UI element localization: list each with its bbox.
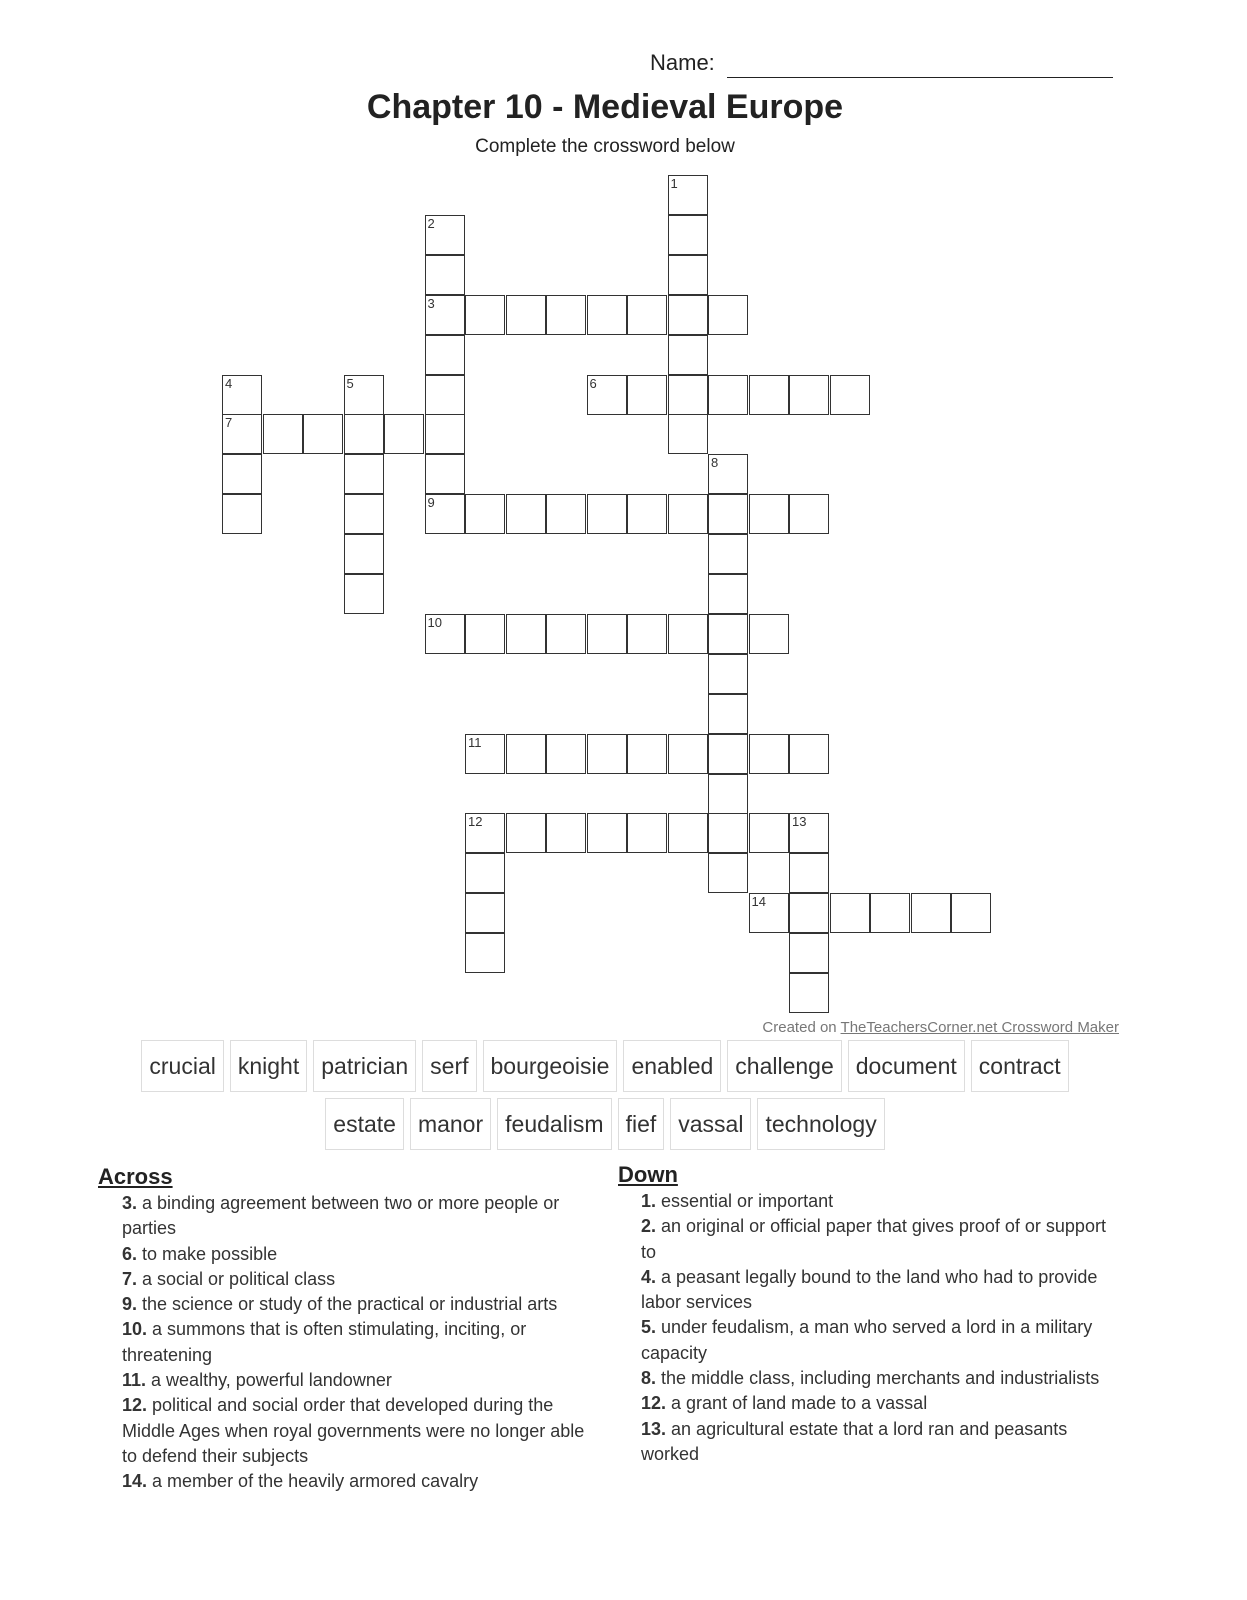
crossword-cell[interactable]	[587, 734, 627, 774]
crossword-cell[interactable]	[789, 494, 829, 534]
crossword-cell[interactable]	[870, 893, 910, 933]
across-clue	[122, 1393, 602, 1469]
crossword-cell[interactable]	[830, 375, 870, 415]
down-clue	[641, 1214, 1111, 1265]
clue-number: 2	[427, 215, 435, 231]
crossword-cell[interactable]	[425, 414, 465, 454]
crossword-cell[interactable]	[668, 614, 708, 654]
crossword-cell[interactable]	[425, 215, 465, 255]
crossword-cell[interactable]	[627, 734, 667, 774]
clue-number: 12.	[122, 1395, 148, 1416]
crossword-cell[interactable]	[546, 734, 586, 774]
crossword-cell[interactable]	[789, 375, 829, 415]
clue-number: 5.	[641, 1317, 657, 1338]
down-clue	[641, 1391, 1111, 1416]
down-clue	[641, 1417, 1111, 1468]
crossword-cell[interactable]	[465, 813, 505, 853]
crossword-cell[interactable]	[708, 853, 748, 893]
crossword-cell[interactable]	[546, 614, 586, 654]
word-bank-item: bourgeoisie	[483, 1040, 618, 1092]
down-clue	[641, 1189, 1111, 1214]
name-label: Name:	[650, 50, 715, 75]
crossword-cell[interactable]	[789, 734, 829, 774]
crossword-cell[interactable]	[708, 454, 748, 494]
crossword-cell[interactable]	[465, 933, 505, 973]
down-clue	[641, 1366, 1111, 1391]
clue-number: 8	[711, 455, 719, 471]
crossword-cell[interactable]	[668, 375, 708, 415]
crossword-cell[interactable]	[465, 853, 505, 893]
crossword-cell[interactable]	[465, 614, 505, 654]
clue-number: 5	[346, 375, 354, 391]
down-clue	[641, 1315, 1111, 1366]
crossword-cell[interactable]	[546, 813, 586, 853]
crossword-cell[interactable]	[749, 813, 789, 853]
page-subtitle: Complete the crossword below	[475, 136, 735, 157]
crossword-cell[interactable]	[506, 813, 546, 853]
clue-number: 3.	[122, 1193, 138, 1213]
clue-text: a wealthy, powerful landowner	[146, 1370, 392, 1391]
clue-number: 7.	[122, 1268, 138, 1289]
word-bank-row-2	[0, 1098, 1210, 1150]
clue-text: a member of the heavily armored cavalry	[147, 1471, 479, 1492]
clue-number: 9.	[122, 1294, 138, 1315]
crossword-cell[interactable]	[668, 255, 708, 295]
crossword-cell[interactable]	[708, 574, 748, 614]
crossword-cell[interactable]	[344, 494, 384, 534]
clue-text: a social or political class	[137, 1268, 336, 1289]
clue-text: the middle class, including merchants and industrialists	[656, 1368, 1100, 1389]
crossword-cell[interactable]	[222, 375, 262, 415]
crossword-cell[interactable]	[911, 893, 951, 933]
clue-text: to make possible	[137, 1243, 278, 1264]
crossword-cell[interactable]	[708, 654, 748, 694]
word-bank-item: knight	[230, 1040, 307, 1092]
clue-number: 8.	[641, 1368, 657, 1389]
clue-text: essential or important	[656, 1191, 834, 1211]
clue-number: 1.	[641, 1191, 657, 1211]
crossword-cell[interactable]	[789, 933, 829, 973]
crossword-cell[interactable]	[222, 454, 262, 494]
clue-number: 14.	[122, 1471, 148, 1492]
word-bank-item: patrician	[313, 1040, 416, 1092]
crossword-cell[interactable]	[708, 813, 748, 853]
crossword-cell[interactable]	[708, 694, 748, 734]
word-bank-item: challenge	[727, 1040, 841, 1092]
crossword-cell[interactable]	[708, 375, 748, 415]
crossword-cell[interactable]	[708, 494, 748, 534]
crossword-cell[interactable]	[789, 893, 829, 933]
crossword-cell[interactable]	[951, 893, 991, 933]
clue-number: 4	[225, 375, 233, 391]
crossword-cell[interactable]	[708, 774, 748, 814]
across-heading: Across	[98, 1164, 173, 1189]
across-clue	[122, 1292, 602, 1317]
crossword-cell[interactable]	[627, 295, 667, 335]
crossword-cell[interactable]	[465, 494, 505, 534]
crossword-cell[interactable]	[668, 734, 708, 774]
crossword-cell[interactable]	[627, 375, 667, 415]
crossword-cell[interactable]	[222, 494, 262, 534]
clue-text: a peasant legally bound to the land who had to provide labor services	[641, 1266, 1098, 1313]
page-title: Chapter 10 - Medieval Europe	[366, 88, 844, 126]
clue-number: 11.	[122, 1370, 147, 1391]
word-bank-item: contract	[971, 1040, 1069, 1092]
crossword-cell[interactable]	[263, 414, 303, 454]
clue-number: 1	[670, 176, 678, 191]
crossword-cell[interactable]	[668, 295, 708, 335]
clue-text: under feudalism, a man who served a lord in a military capacity	[641, 1317, 1093, 1363]
down-clue	[641, 1265, 1111, 1316]
crossword-cell[interactable]	[587, 614, 627, 654]
down-clue-list	[641, 1189, 1111, 1467]
crossword-cell[interactable]	[384, 414, 424, 454]
crossword-cell[interactable]	[749, 614, 789, 654]
credit-line	[762, 1019, 1119, 1036]
clue-number: 2.	[641, 1216, 657, 1237]
clue-number: 14	[751, 894, 766, 910]
word-bank-item: manor	[410, 1098, 491, 1150]
across-clue	[122, 1317, 602, 1368]
crossword-cell[interactable]	[425, 454, 465, 494]
clue-number: 7	[225, 415, 233, 431]
crossword-cell[interactable]	[668, 335, 708, 375]
crossword-cell[interactable]	[668, 494, 708, 534]
clue-number: 3	[427, 295, 435, 311]
crossword-cell[interactable]	[789, 813, 829, 853]
crossword-cell[interactable]	[506, 295, 546, 335]
crossword-cell[interactable]	[708, 614, 748, 654]
crossword-cell[interactable]	[465, 295, 505, 335]
crossword-cell[interactable]	[465, 893, 505, 933]
clue-text: an original or official paper that gives proof of or support to	[641, 1216, 1106, 1262]
clue-text: political and social order that developed during the Middle Ages when royal governments were no longer able to defend their subjects	[122, 1395, 585, 1466]
crossword-cell[interactable]	[587, 375, 627, 415]
crossword-cell[interactable]	[587, 813, 627, 853]
clue-number: 10.	[122, 1319, 148, 1340]
crossword-cell[interactable]	[344, 574, 384, 614]
crossword-cell[interactable]	[668, 414, 708, 454]
across-clue	[122, 1267, 602, 1292]
word-bank-item: crucial	[141, 1040, 223, 1092]
crossword-cell[interactable]	[668, 175, 708, 215]
clue-number: 13.	[641, 1418, 667, 1439]
crossword-cell[interactable]	[668, 215, 708, 255]
word-bank-item: technology	[757, 1098, 884, 1150]
crossword-cell[interactable]	[749, 893, 789, 933]
word-bank-item: feudalism	[497, 1098, 611, 1150]
crossword-cell[interactable]	[627, 813, 667, 853]
crossword-cell[interactable]	[425, 295, 465, 335]
word-bank-item: document	[848, 1040, 965, 1092]
crossword-cell[interactable]	[222, 414, 262, 454]
crossword-cell[interactable]	[425, 375, 465, 415]
crossword-cell[interactable]	[425, 255, 465, 295]
clue-text: a binding agreement between two or more people or parties	[122, 1193, 560, 1239]
crossword-cell[interactable]	[465, 734, 505, 774]
crossword-cell[interactable]	[425, 614, 465, 654]
crossword-cell[interactable]	[506, 734, 546, 774]
word-bank-row-1	[0, 1040, 1210, 1092]
crossword-cell[interactable]	[627, 614, 667, 654]
credit-prefix: Created on	[762, 1019, 841, 1036]
crossword-cell[interactable]	[708, 534, 748, 574]
clue-number: 10	[427, 614, 442, 630]
crossword-cell[interactable]	[708, 295, 748, 335]
clue-text: the science or study of the practical or industrial arts	[137, 1294, 558, 1315]
clue-number: 4.	[641, 1266, 657, 1287]
crossword-cell[interactable]	[303, 414, 343, 454]
crossword-cell[interactable]	[546, 494, 586, 534]
crossword-cell[interactable]	[344, 454, 384, 494]
word-bank-item: serf	[422, 1040, 476, 1092]
crossword-cell[interactable]	[708, 734, 748, 774]
crossword-cell[interactable]	[668, 813, 708, 853]
word-bank-item: fief	[618, 1098, 665, 1150]
crossword-cell[interactable]	[587, 494, 627, 534]
crossword-cell[interactable]	[789, 973, 829, 1013]
clue-number: 12	[468, 814, 483, 830]
crossword-cell[interactable]	[506, 614, 546, 654]
crossword-cell[interactable]	[425, 335, 465, 375]
word-bank-item: estate	[325, 1098, 404, 1150]
crossword-cell[interactable]	[587, 295, 627, 335]
across-clue	[122, 1191, 602, 1242]
crossword-cell[interactable]	[749, 734, 789, 774]
across-clue	[122, 1469, 602, 1494]
crossword-cell[interactable]	[749, 494, 789, 534]
across-clue	[122, 1368, 602, 1393]
crossword-cell[interactable]	[344, 414, 384, 454]
clue-number: 9	[427, 495, 435, 511]
crossword-cell[interactable]	[546, 295, 586, 335]
clue-text: a summons that is often stimulating, inciting, or threatening	[122, 1319, 527, 1365]
crossword-cell[interactable]	[344, 534, 384, 574]
word-bank-item: enabled	[623, 1040, 721, 1092]
crossword-cell[interactable]	[830, 893, 870, 933]
clue-number: 12.	[641, 1393, 667, 1414]
crossword-cell[interactable]	[789, 853, 829, 893]
clue-text: an agricultural estate that a lord ran and peasants worked	[641, 1418, 1068, 1464]
clue-number: 13	[792, 814, 807, 830]
across-clue-list	[122, 1191, 602, 1495]
crossword-cell[interactable]	[506, 494, 546, 534]
clue-text: a grant of land made to a vassal	[666, 1393, 928, 1414]
crossword-cell[interactable]	[425, 494, 465, 534]
across-clue	[122, 1242, 602, 1267]
crossword-cell[interactable]	[344, 375, 384, 415]
word-bank-item: vassal	[670, 1098, 751, 1150]
clue-number: 6.	[122, 1243, 138, 1264]
clue-number: 6	[589, 375, 597, 391]
crossword-cell[interactable]	[627, 494, 667, 534]
credit-link[interactable]: TheTeachersCorner.net Crossword Maker	[840, 1019, 1119, 1036]
crossword-cell[interactable]	[749, 375, 789, 415]
down-heading: Down	[618, 1162, 678, 1187]
clue-number: 11	[468, 734, 482, 750]
